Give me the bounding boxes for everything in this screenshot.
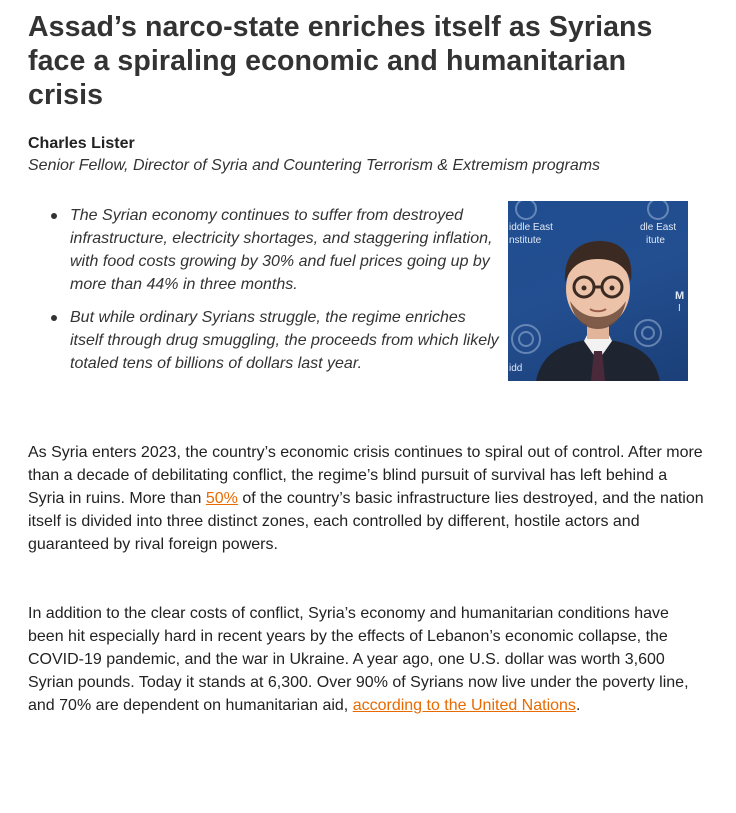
- paragraph-text: In addition to the clear costs of conflict, Syria’s economy and humanitarian conditions have been hit especially hard in recent years by the effects of Lebanon’s economic collapse, the COVID-19 pandemic, and the war in Ukraine. A year ago, one U.S. dollar was worth 3,600 Syrian pounds. Today it stands at 6,300. Over 90% of Syrians now live under the poverty line, and 70% are dependent on humanitarian aid,: [28, 605, 689, 714]
- summary-bullet: [70, 306, 500, 375]
- summary-bullets: [70, 204, 500, 385]
- bullet-dot-icon: [51, 213, 57, 219]
- paragraph-text: of the country’s basic infrastructure lies destroyed, and the nation itself is divided into three distinct zones, each controlled by different, hostile actors and guaranteed by rival foreign powers.: [28, 490, 704, 553]
- author-role: Senior Fellow, Director of Syria and Countering Terrorism & Extremism programs: [28, 157, 601, 174]
- body-paragraph-1: [28, 441, 708, 556]
- photo-text-right-1: dle East: [640, 222, 677, 233]
- bullet-dot-icon: [51, 315, 57, 321]
- summary-bullet-text: The Syrian economy continues to suffer from destroyed infrastructure, electricity shortages, and staggering inflation, with food costs growing by 30% and fuel prices going up by more than 44% in three months.: [70, 207, 493, 293]
- author-name[interactable]: Charles Lister: [28, 135, 135, 152]
- photo-text-left-2: nstitute: [509, 235, 542, 246]
- paragraph-text: As Syria enters 2023, the country’s economic crisis continues to spiral out of control. After more than a decade of debilitating conflict, the regime’s blind pursuit of survival has left behind a Syria in ruins. More than: [28, 444, 703, 507]
- summary-bullet: [70, 204, 500, 296]
- photo-text-side-2: I: [678, 303, 681, 314]
- body-paragraph-2: [28, 602, 708, 717]
- infrastructure-stat-link[interactable]: 50%: [205, 490, 238, 507]
- author-photo: [508, 201, 688, 381]
- author-portrait-image: [508, 201, 688, 381]
- photo-text-left-1: iddle East: [509, 222, 553, 233]
- summary-bullet-text: But while ordinary Syrians struggle, the regime enriches itself through drug smuggling, the proceeds from which likely totaled tens of billions of dollars last year.: [70, 309, 499, 372]
- article-title: Assad’s narco-state enriches itself as Syrians face a spiraling economic and humanitarian crisis: [28, 11, 653, 111]
- photo-text-bottom: idd: [509, 363, 523, 374]
- summary-block: [28, 204, 708, 439]
- united-nations-source-link[interactable]: according to the United Nations: [352, 697, 576, 714]
- photo-text-side-1: M: [675, 290, 685, 302]
- photo-text-right-2: itute: [646, 235, 665, 246]
- paragraph-text: .: [575, 697, 581, 714]
